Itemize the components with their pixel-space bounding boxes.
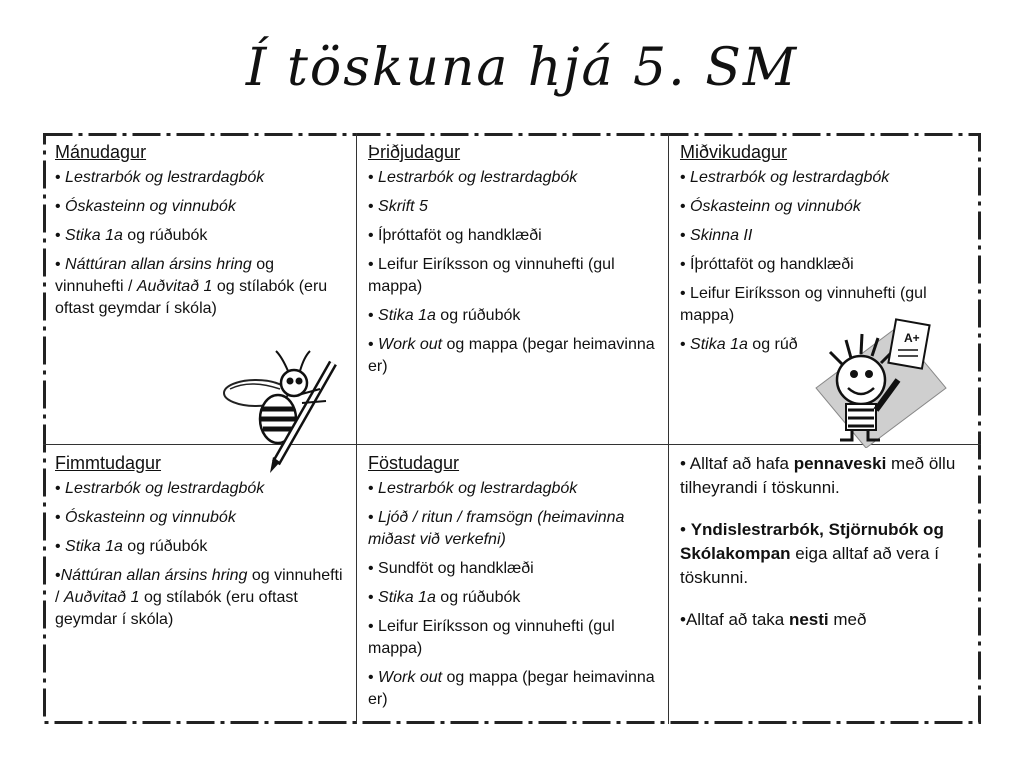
list-item: • Leifur Eiríksson og vinnuhefti (gul mappa)	[368, 256, 615, 295]
list-item: • Stika 1a og rúðubók	[55, 227, 208, 244]
list-item: • Skrift 5	[368, 198, 428, 215]
list-item: • Lestrarbók og lestrardagbók	[55, 480, 265, 497]
note-pencil-case: • Alltaf að hafa pennaveski með öllu tilheyrandi í töskunni.	[680, 454, 956, 497]
list-item: • Lestrarbók og lestrardagbók	[368, 169, 578, 186]
schedule-table	[43, 133, 981, 724]
list-item: • Leifur Eiríksson og vinnuhefti (gul mappa)	[680, 285, 927, 324]
list-item: • Óskasteinn og vinnubók	[55, 198, 236, 215]
svg-text:A+: A+	[904, 331, 920, 345]
day-heading: Föstudagur	[368, 453, 460, 473]
day-heading: Þriðjudagur	[368, 142, 461, 162]
list-item: • Stika 1a og rúðubók	[368, 589, 521, 606]
cell-notes	[668, 444, 981, 724]
list-item: • Lestrarbók og lestrardagbók	[55, 169, 265, 186]
list-item: • Work out og mappa (þegar heimavinna er)	[368, 669, 655, 708]
list-item: • Leifur Eiríksson og vinnuhefti (gul mappa)	[368, 618, 615, 657]
list-item: • Stika 1a og rúðubók	[368, 307, 521, 324]
list-item: • Óskasteinn og vinnubók	[55, 509, 236, 526]
cell-friday	[356, 444, 668, 724]
day-heading: Fimmtudagur	[55, 453, 162, 473]
note-snack: •Alltaf að taka nesti með	[680, 610, 867, 629]
list-item: • Stika 1a og rúð	[680, 336, 798, 353]
list-item: • Lestrarbók og lestrardagbók	[368, 480, 578, 497]
day-heading: Mánudagur	[55, 142, 147, 162]
cell-wednesday	[668, 133, 981, 444]
list-item: • Skinna II	[680, 227, 753, 244]
list-item: • Ljóð / ritun / framsögn (heimavinna miðast við verkefni)	[368, 509, 625, 548]
kid-with-paper-icon	[806, 318, 956, 448]
list-item: • Íþróttaföt og handklæði	[680, 256, 854, 273]
list-item: • Náttúran allan ársins hring og vinnuhefti / Auðvitað 1 og stílabók (eru oftast geymdar í skóla)	[55, 256, 328, 317]
list-item: • Stika 1a og rúðubók	[55, 538, 208, 555]
list-item: •Náttúran allan ársins hring og vinnuhefti / Auðvitað 1 og stílabók (eru oftast geymdar í skóla)	[55, 567, 343, 628]
list-item: • Óskasteinn og vinnubók	[680, 198, 861, 215]
page-title: Í töskuna hjá 5. SM	[245, 38, 799, 98]
list-item: • Work out og mappa (þegar heimavinna er)	[368, 336, 655, 375]
list-item: • Sundföt og handklæði	[368, 560, 534, 577]
note-books: • Yndislestrarbók, Stjörnubók og Skólakompan eiga alltaf að vera í töskunni.	[680, 520, 944, 587]
list-item: • Lestrarbók og lestrardagbók	[680, 169, 890, 186]
day-heading: Miðvikudagur	[680, 142, 788, 162]
cell-thursday	[43, 444, 356, 724]
list-item: • Íþróttaföt og handklæði	[368, 227, 542, 244]
cell-tuesday	[356, 133, 668, 444]
cell-monday	[43, 133, 356, 444]
